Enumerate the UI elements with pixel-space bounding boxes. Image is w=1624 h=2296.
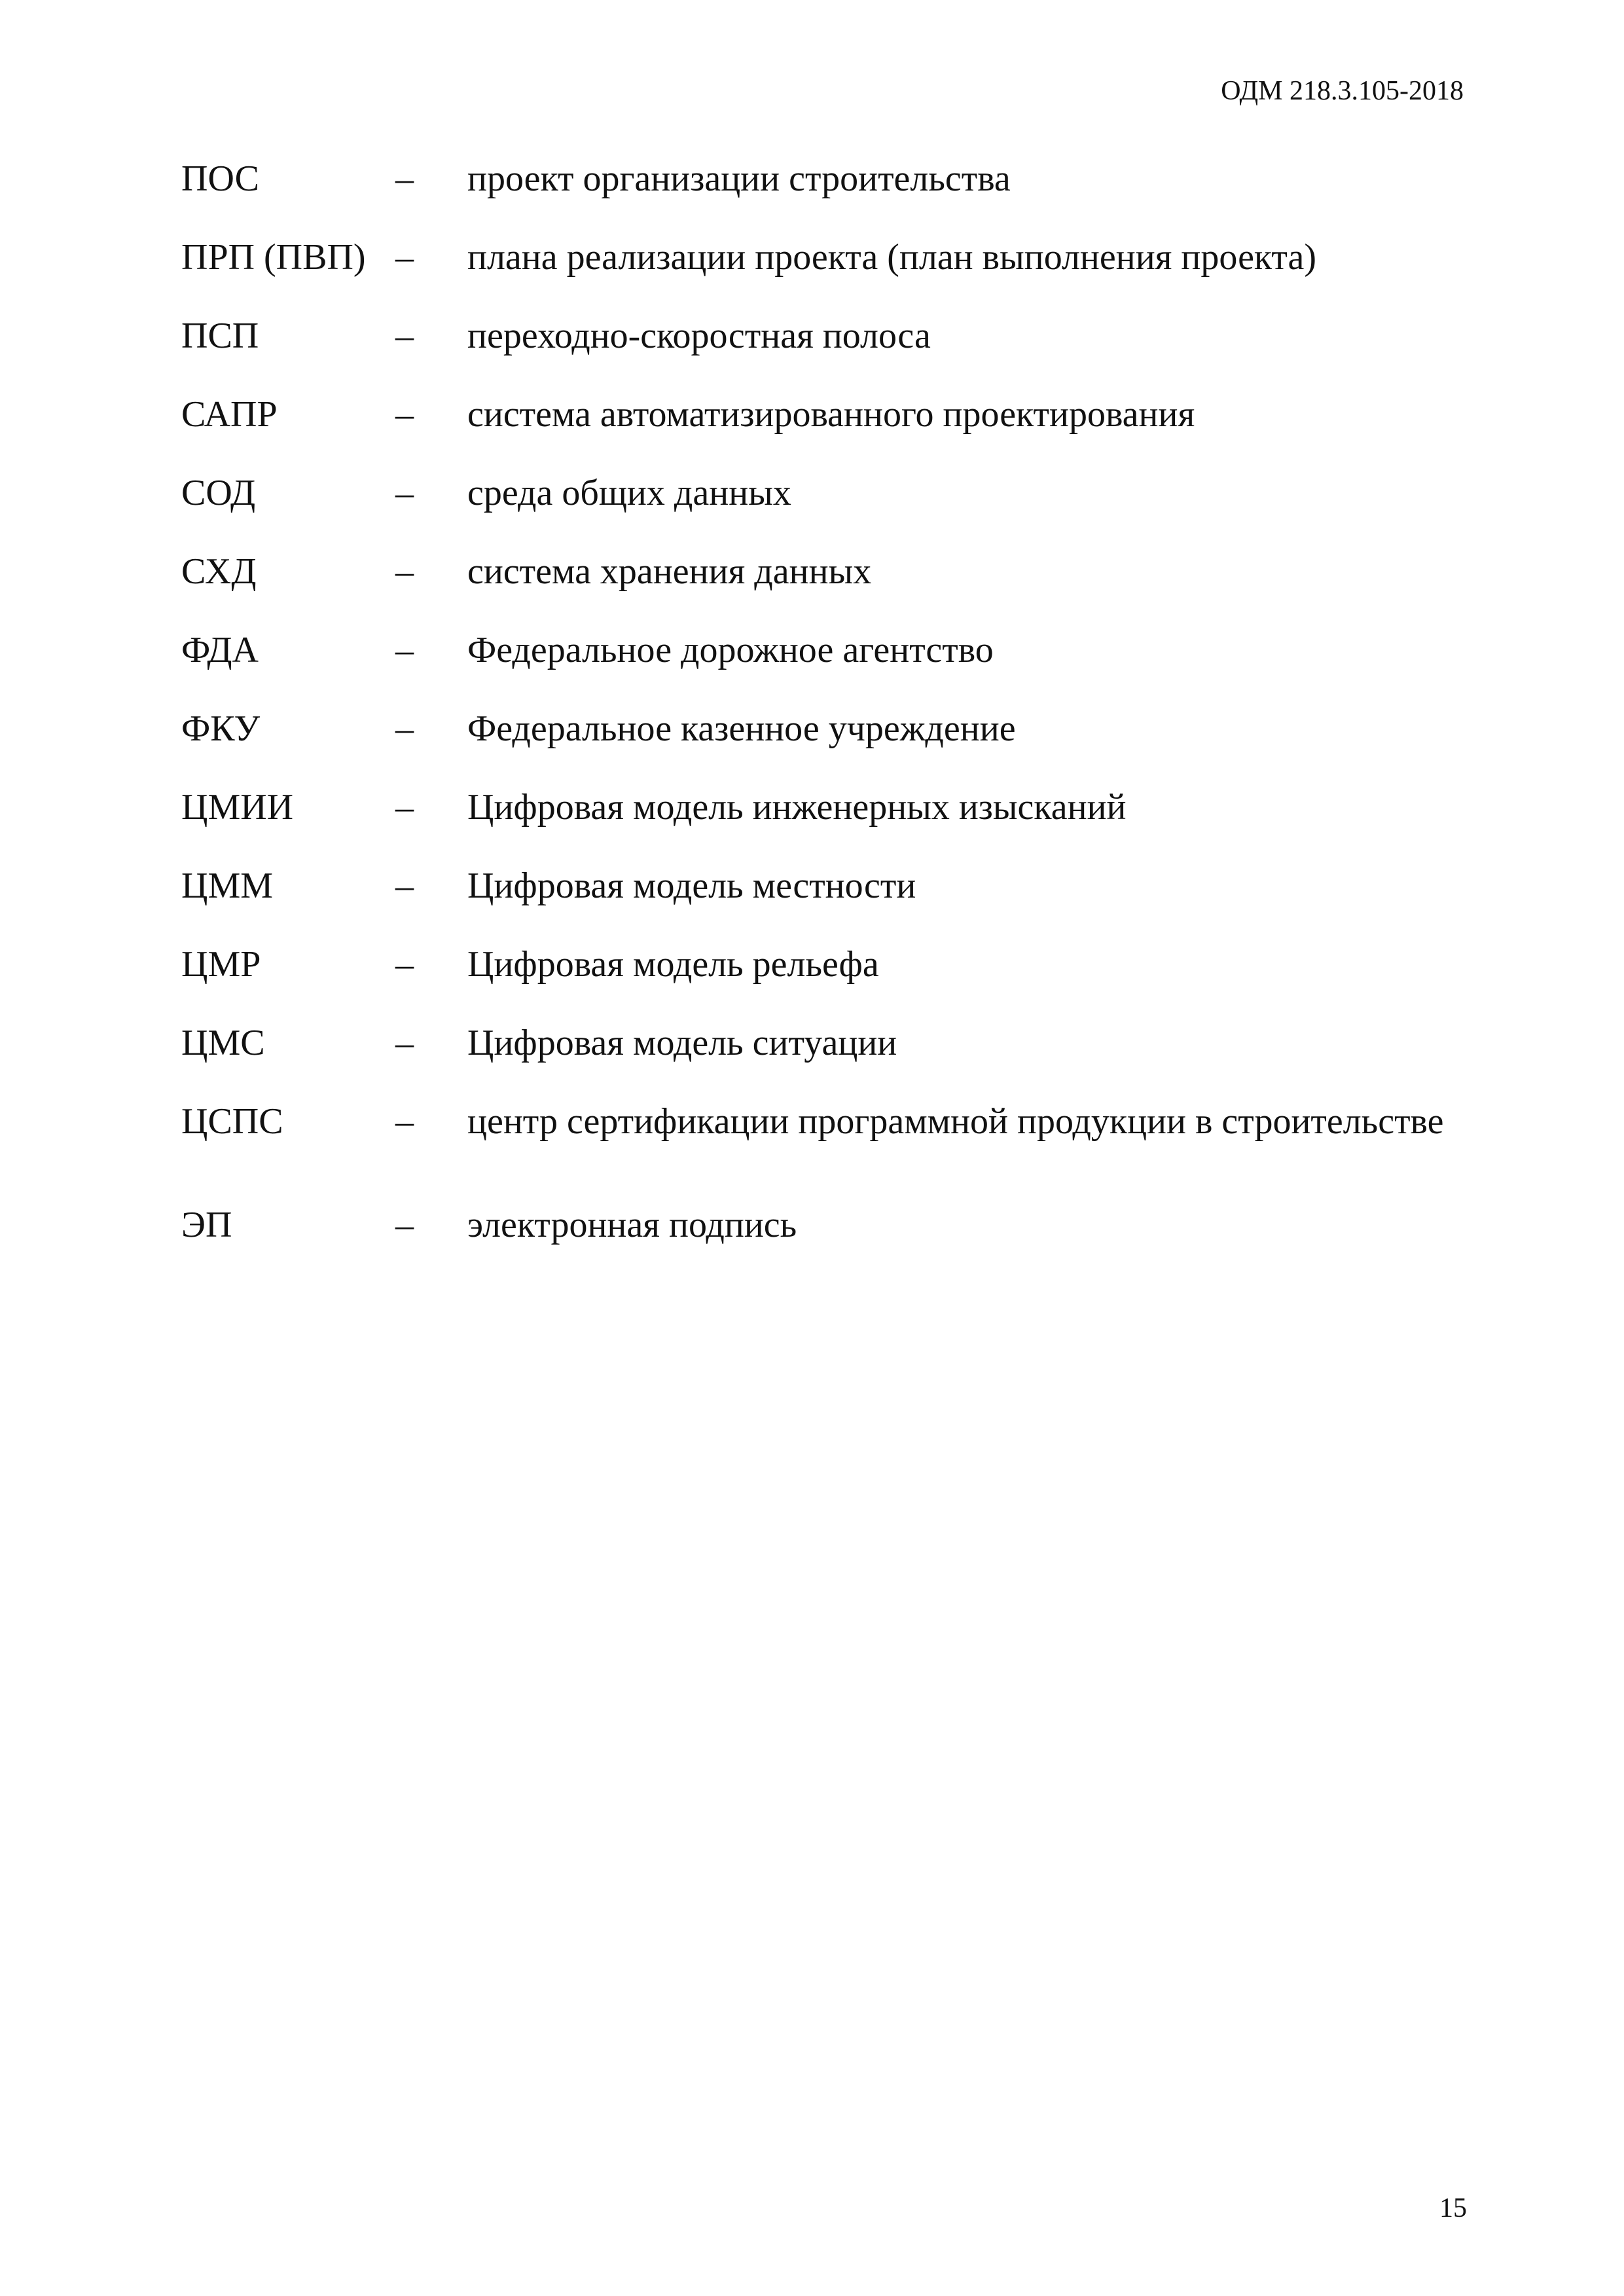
abbreviation-term: ПОС	[181, 158, 259, 199]
abbreviation-dash: –	[395, 394, 414, 435]
abbreviation-definition: переходно-скоростная полоса	[467, 316, 931, 356]
abbreviation-term: ЦСПС	[181, 1101, 283, 1142]
abbreviation-term: ЦМС	[181, 1023, 265, 1063]
abbreviation-dash: –	[395, 1101, 414, 1142]
abbreviation-definition: среда общих данных	[467, 473, 791, 513]
abbreviation-term: СОД	[181, 473, 256, 513]
abbreviation-definition: плана реализации проекта (план выполнения проекта)	[467, 237, 1317, 278]
abbreviation-term: ЦМИИ	[181, 787, 294, 828]
abbreviation-definition: электронная подпись	[467, 1205, 797, 1245]
abbreviation-dash: –	[395, 630, 414, 670]
abbreviation-definition: Федеральное дорожное агентство	[467, 630, 994, 670]
abbreviation-row	[181, 1021, 1464, 1100]
abbreviation-row	[181, 550, 1464, 629]
abbreviation-dash: –	[395, 1023, 414, 1063]
abbreviation-row	[181, 786, 1464, 864]
abbreviation-dash: –	[395, 316, 414, 356]
abbreviation-term: ФКУ	[181, 708, 261, 749]
abbreviation-row	[181, 864, 1464, 943]
abbreviation-row	[181, 314, 1464, 393]
abbreviation-row	[181, 157, 1464, 236]
abbreviation-dash: –	[395, 787, 414, 828]
abbreviation-row	[181, 707, 1464, 786]
abbreviation-definition: Цифровая модель инженерных изысканий	[467, 787, 1127, 828]
abbreviation-dash: –	[395, 237, 414, 278]
abbreviation-definition: Цифровая модель рельефа	[467, 944, 879, 985]
abbreviation-row	[181, 471, 1464, 550]
abbreviation-term: САПР	[181, 394, 278, 435]
abbreviation-term: ЦМР	[181, 944, 261, 985]
abbreviation-term: ПСП	[181, 316, 259, 356]
abbreviation-dash: –	[395, 944, 414, 985]
page-number: 15	[1439, 2193, 1467, 2223]
abbreviation-dash: –	[395, 1205, 414, 1245]
abbreviation-dash: –	[395, 866, 414, 906]
abbreviation-definition: Цифровая модель ситуации	[467, 1023, 897, 1063]
abbreviation-term: ЭП	[181, 1205, 232, 1245]
abbreviation-definition: система автоматизированного проектирования	[467, 394, 1195, 435]
abbreviation-row	[181, 393, 1464, 471]
abbreviation-term: ПРП (ПВП)	[181, 237, 366, 278]
abbreviation-dash: –	[395, 158, 414, 199]
document-code: ОДМ 218.3.105-2018	[1221, 76, 1464, 106]
abbreviation-dash: –	[395, 708, 414, 749]
abbreviation-term: СХД	[181, 551, 257, 592]
abbreviation-definition: Цифровая модель местности	[467, 866, 916, 906]
abbreviation-row	[181, 236, 1464, 314]
abbreviation-term: ФДА	[181, 630, 259, 670]
abbreviation-dash: –	[395, 473, 414, 513]
abbreviation-dash: –	[395, 551, 414, 592]
abbreviation-list	[181, 157, 1464, 1282]
abbreviation-row	[181, 1203, 1464, 1282]
abbreviation-definition: центр сертификации программной продукции в строительстве	[467, 1101, 1444, 1142]
abbreviation-row	[181, 629, 1464, 707]
abbreviation-definition: Федеральное казенное учреждение	[467, 708, 1016, 749]
abbreviation-definition: проект организации строительства	[467, 158, 1011, 199]
abbreviation-row	[181, 943, 1464, 1021]
abbreviation-term: ЦММ	[181, 866, 274, 906]
abbreviation-row	[181, 1100, 1464, 1203]
abbreviation-definition: система хранения данных	[467, 551, 872, 592]
